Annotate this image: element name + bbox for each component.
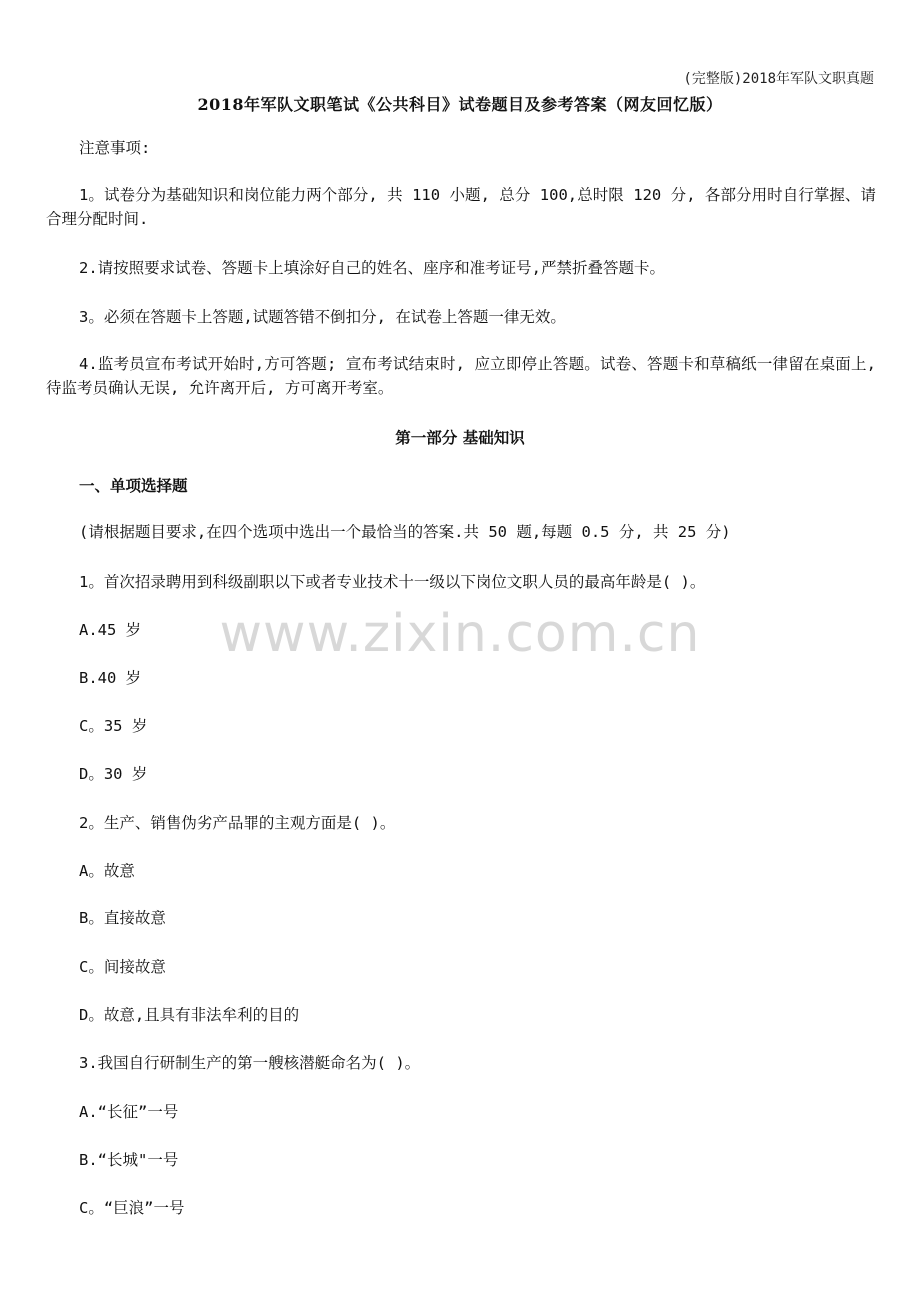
question-stem: 3.我国自行研制生产的第一艘核潜艇命名为( )。 xyxy=(79,1054,421,1072)
answer-option: B.40 岁 xyxy=(79,669,142,687)
answer-option: B.“长城"一号 xyxy=(79,1151,179,1169)
notice-item-1: 1。试卷分为基础知识和岗位能力两个部分, 共 110 小题, 总分 100,总时限 120 分, 各部分用时自行掌握、请合理分配时间. xyxy=(46,186,876,228)
watermark: www.zixin.com.cn xyxy=(219,604,701,664)
answer-option: D。30 岁 xyxy=(79,765,148,783)
section-heading: 一、单项选择题 xyxy=(79,476,188,495)
answer-option: A。故意 xyxy=(79,862,135,880)
answer-option: D。故意,且具有非法牟利的目的 xyxy=(79,1006,300,1024)
answer-option: C。35 岁 xyxy=(79,717,148,735)
question-stem: 1。首次招录聘用到科级副职以下或者专业技术十一级以下岗位文职人员的最高年龄是( )。 xyxy=(79,573,706,591)
answer-option: C。间接故意 xyxy=(79,958,166,976)
running-header: (完整版)2018年军队文职真题 xyxy=(683,71,874,87)
notice-heading: 注意事项: xyxy=(79,139,151,157)
part-heading: 第一部分 基础知识 xyxy=(395,428,525,447)
answer-option: A.“长征”一号 xyxy=(79,1103,179,1121)
notice-item-4: 4.监考员宣布考试开始时,方可答题; 宣布考试结束时, 应立即停止答题。试卷、答题卡和草稿纸一律留在桌面上, 待监考员确认无误, 允许离开后, 方可离开考室。 xyxy=(46,355,876,397)
answer-option: B。直接故意 xyxy=(79,909,166,927)
document-title: 2018年军队文职笔试《公共科目》试卷题目及参考答案（网友回忆版） xyxy=(197,95,723,114)
section-instruction: (请根据题目要求,在四个选项中选出一个最恰当的答案.共 50 题,每题 0.5 分, 共 25 分) xyxy=(79,523,731,541)
notice-item-2: 2.请按照要求试卷、答题卡上填涂好自己的姓名、座序和准考证号,严禁折叠答题卡。 xyxy=(79,259,665,277)
question-stem: 2。生产、销售伪劣产品罪的主观方面是( )。 xyxy=(79,814,396,832)
answer-option: C。“巨浪”一号 xyxy=(79,1199,185,1217)
answer-option: A.45 岁 xyxy=(79,621,142,639)
notice-item-3: 3。必须在答题卡上答题,试题答错不倒扣分, 在试卷上答题一律无效。 xyxy=(79,308,566,326)
